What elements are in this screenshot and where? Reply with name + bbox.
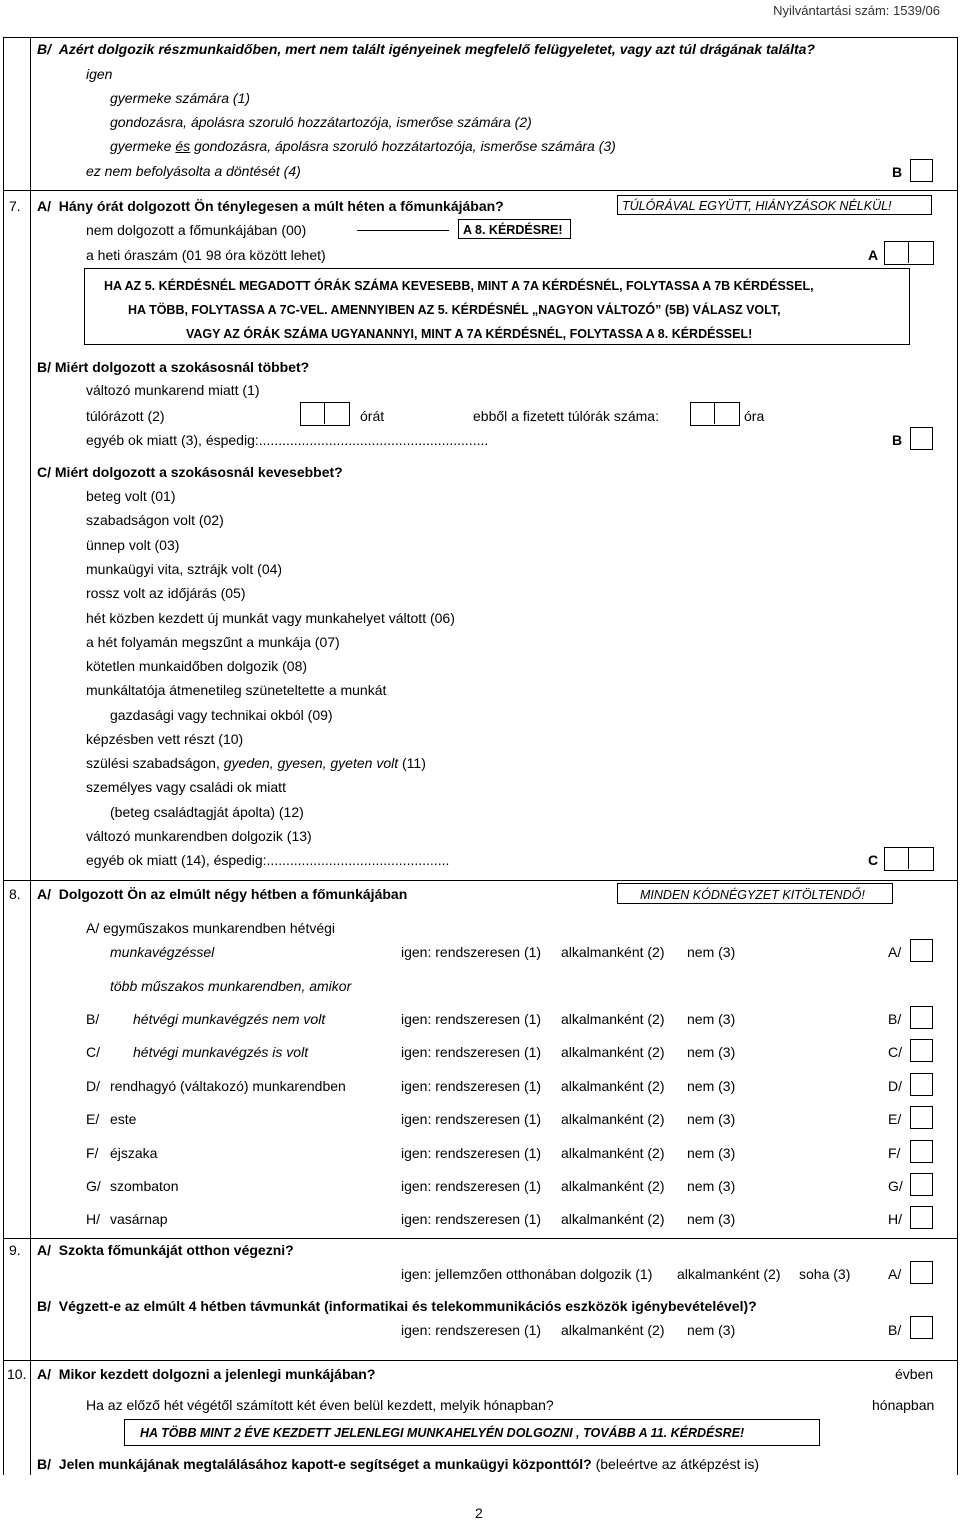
q6b-question-row [37,41,815,57]
q8-row-h-ans3[interactable]: nem (3) [687,1211,736,1227]
q7a-goto: A 8. KÉRDÉSRE! [463,223,563,237]
q8-row-d-ans3[interactable]: nem (3) [687,1078,736,1094]
q8-row-g-label: szombaton [110,1178,179,1194]
q7b-paid-label: ebből a fizetett túlórák száma: [473,408,659,424]
q7a-prefix: A/ [37,198,51,214]
q8-row-e-ans1[interactable]: igen: rendszeresen (1) [401,1111,542,1127]
q7b-code-box[interactable] [910,427,933,450]
q8-row-e-ans3[interactable]: nem (3) [687,1111,736,1127]
q8-row-e-ans2[interactable]: alkalmanként (2) [561,1111,665,1127]
q8-row-f-ans3[interactable]: nem (3) [687,1145,736,1161]
q10a-month-label: hónapban [872,1397,935,1413]
q8-row-c-code: C/ [888,1044,902,1060]
q7b-option-2[interactable]: túlórázott (2) [86,408,165,424]
sep-q9 [3,1238,958,1239]
q8-row-c-ans3[interactable]: nem (3) [687,1044,736,1060]
q7c-option-10[interactable]: képzésben vett részt (10) [86,731,244,747]
q8-row-h-prefix: H/ [86,1211,100,1227]
q10a-question: Mikor kezdett dolgozni a jelenlegi munkájában? [58,1366,376,1382]
q7c-option-09-line2[interactable]: gazdasági vagy technikai okból (09) [110,707,333,723]
q10a-prefix: A/ [37,1366,51,1382]
q8-row-f-ans2[interactable]: alkalmanként (2) [561,1145,665,1161]
q6b-option-2[interactable]: gondozásra, ápolásra szoruló hozzátartozója, ismerőse számára (2) [110,114,532,130]
frame-numcol [30,37,31,1475]
q10-instruction: HA TÖBB MINT 2 ÉVE KEZDETT JELENLEGI MUNKAHELYÉN DOLGOZNI , TOVÁBB A 11. KÉRDÉSRE! [140,1426,745,1440]
q7c-option-03[interactable]: ünnep volt (03) [86,537,180,553]
q9b-ans3[interactable]: nem (3) [687,1322,736,1338]
q7c-option-13[interactable]: változó munkarendben dolgozik (13) [86,828,312,844]
q7c-option-09-line1[interactable]: munkáltatója átmenetileg szüneteltette a munkát [86,682,387,698]
q8-row-a-ans2[interactable]: alkalmanként (2) [561,944,665,960]
q8-row-e-prefix: E/ [86,1111,100,1127]
q8-row-c-prefix: C/ [86,1044,100,1060]
q6b-option-3[interactable] [110,138,616,154]
q7b-option-1[interactable]: változó munkarend miatt (1) [86,382,260,398]
q7c-option-05[interactable]: rossz volt az időjárás (05) [86,585,246,601]
q8-row-f-box[interactable] [910,1140,933,1163]
q7-instruction-line-1: HA AZ 5. KÉRDÉSNÉL MEGADOTT ÓRÁK SZÁMA KEVESEBB, MINT A 7A KÉRDÉSNÉL, FOLYTASSA A 7B KÉRDÉSSEL, [104,279,814,293]
q8-row-d-code: D/ [888,1078,902,1094]
q7-number: 7. [9,198,21,214]
q9b-code: B/ [888,1322,902,1338]
q7a-option-none[interactable]: nem dolgozott a főmunkájában (00) [86,222,307,238]
q8-prefix: A/ [37,886,51,902]
q7-instruction-line-2: HA TÖBB, FOLYTASSA A 7C-VEL. AMENNYIBEN AZ 5. KÉRDÉSNÉL „NAGYON VÁLTOZÓ” (5B) VÁLASZ VOLT, [128,303,781,317]
q8-a-label-line1: A/ egyműszakos munkarendben hétvégi [86,920,336,936]
page-number: 2 [475,1505,483,1521]
frame-right [957,37,958,1475]
q9b-ans1[interactable]: igen: rendszeresen (1) [401,1322,542,1338]
q9-number: 9. [9,1242,21,1258]
q8-row-a-ans1[interactable]: igen: rendszeresen (1) [401,944,542,960]
q8-row-b-prefix: B/ [86,1011,100,1027]
q7c-option-14[interactable]: egyéb ok miatt (14), éspedig:............................................... [86,852,450,868]
q9b-box[interactable] [910,1316,933,1339]
q8-row-d-label: rendhagyó (váltakozó) munkarendben [110,1078,346,1094]
q7b-hours-divider [324,403,325,424]
q10b-note: (beleértve az átképzést is) [595,1456,759,1472]
q9a-box[interactable] [910,1261,933,1284]
q8-number: 8. [9,886,21,902]
q8-row-c-box[interactable] [910,1039,933,1062]
q6b-code-letter: B [892,164,903,180]
q6b-option-4[interactable]: ez nem befolyásolta a döntését (4) [86,163,301,179]
q8-row-g-box[interactable] [910,1173,933,1196]
q7c-option-02[interactable]: szabadságon volt (02) [86,512,224,528]
q7c-option-11-a: szülési szabadságon, [86,755,224,771]
q10a-year-label: évben [895,1366,934,1382]
q8-row-a-ans3[interactable]: nem (3) [687,944,736,960]
q8-row-e-label: este [110,1111,137,1127]
q8-row-d-box[interactable] [910,1073,933,1096]
q8-multi-intro: több műszakos munkarendben, amikor [110,978,352,994]
q9a-ans1[interactable]: igen: jellemzően otthonában dolgozik (1) [401,1266,653,1282]
q7c-code-letter: C [868,852,879,868]
q8-question-row [37,886,407,902]
q7a-code-divider [908,242,909,263]
q7c-option-11-b: gyeden, gyesen, gyeten volt [223,755,399,771]
q8-row-f-label: éjszaka [110,1145,158,1161]
q7b-paid-box[interactable] [690,402,740,426]
q10a-question-row [37,1366,375,1382]
q7a-note: TÚLÓRÁVAL EGYÜTT, HIÁNYZÁSOK NÉLKÜL! [622,199,892,213]
registration-number: Nyilvántartási szám: 1539/06 [773,3,940,18]
q9b-question-row [37,1298,757,1314]
q8-row-e-box[interactable] [910,1106,933,1129]
q8-row-g-ans1[interactable]: igen: rendszeresen (1) [401,1178,542,1194]
q7c-option-08[interactable]: kötetlen munkaidőben dolgozik (08) [86,658,308,674]
q8-row-h-ans2[interactable]: alkalmanként (2) [561,1211,665,1227]
q7b-ora-label: óra [744,408,765,424]
sep-q10 [3,1360,958,1361]
q8-row-f-prefix: F/ [86,1145,99,1161]
q10b-question-row [37,1456,759,1472]
q9a-question-row [37,1242,294,1258]
q7b-paid-divider [714,403,715,424]
q7c-option-01[interactable]: beteg volt (01) [86,488,176,504]
q10a-sub-question: Ha az előző hét végétől számított két éven belül kezdett, melyik hónapban? [86,1397,554,1413]
q8-a-label-line2: munkavégzéssel [110,944,215,960]
q7-instruction-line-3: VAGY AZ ÓRÁK SZÁMA UGYANANNYI, MINT A 7A KÉRDÉSNÉL, FOLYTASSA A 8. KÉRDÉSSEL! [186,327,753,341]
sep-q8 [3,880,958,881]
q7a-code-box[interactable] [884,241,934,265]
q8-row-c-label: hétvégi munkavégzés is volt [133,1044,309,1060]
q7c-option-06[interactable]: hét közben kezdett új munkát vagy munkahelyet váltott (06) [86,610,455,626]
q9a-ans2[interactable]: alkalmanként (2) [677,1266,781,1282]
q8-row-h-code: H/ [888,1211,902,1227]
q7a-option-hours[interactable]: a heti óraszám (01 98 óra között lehet) [86,247,326,263]
q7c-code-box[interactable] [884,847,934,871]
q8-row-d-ans1[interactable]: igen: rendszeresen (1) [401,1078,542,1094]
q6b-option-3-a: gyermeke [110,138,172,154]
q7c-option-11[interactable] [86,755,426,771]
q9b-prefix: B/ [37,1298,51,1314]
q8-row-g-ans2[interactable]: alkalmanként (2) [561,1178,665,1194]
q8-question: Dolgozott Ön az elmúlt négy hétben a főmunkájában [58,886,408,902]
q6b-option-1[interactable]: gyermeke számára (1) [110,90,251,106]
q10b-prefix: B/ [37,1456,51,1472]
q7c-question: C/ Miért dolgozott a szokásosnál kevesebbet? [37,464,343,480]
q7a-code-letter: A [868,247,879,263]
q6b-question: Azért dolgozik részmunkaidőben, mert nem talált igényeinek megfelelő felügyeletet, vagy azt túl drágának találta? [58,41,815,57]
q8-row-c-ans1[interactable]: igen: rendszeresen (1) [401,1044,542,1060]
q6b-yes: igen [86,66,113,82]
frame-left [3,37,4,1475]
q8-row-g-code: G/ [888,1178,903,1194]
q8-row-b-box[interactable] [910,1006,933,1029]
q9b-question: Végzett-e az elmúlt 4 hétben távmunkát (informatikai és telekommunikációs eszközök igénybevételével)? [58,1298,757,1314]
q8-row-b-ans1[interactable]: igen: rendszeresen (1) [401,1011,542,1027]
q10b-question: Jelen munkájának megtalálásához kapott-e segítséget a munkaügyi központtól? [58,1456,592,1472]
q8-row-b-ans2[interactable]: alkalmanként (2) [561,1011,665,1027]
q9a-question: Szokta főmunkáját otthon végezni? [58,1242,294,1258]
q6b-prefix: B/ [37,41,51,57]
q7b-hours-box[interactable] [300,402,350,426]
q8-row-a-box[interactable] [910,939,933,962]
q8-row-e-code: E/ [888,1111,902,1127]
q7c-option-12-line2[interactable]: (beteg családtagját ápolta) (12) [110,804,304,820]
q7c-code-divider [908,848,909,869]
q7b-option-3[interactable]: egyéb ok miatt (3), éspedig:........................................................... [86,432,489,448]
frame-top [3,37,958,38]
q10-number: 10. [7,1366,27,1382]
q8-row-h-box[interactable] [910,1206,933,1229]
q8-row-c-ans2[interactable]: alkalmanként (2) [561,1044,665,1060]
q8-row-b-code: B/ [888,1011,902,1027]
q8-row-h-ans1[interactable]: igen: rendszeresen (1) [401,1211,542,1227]
q7b-code-letter: B [892,432,903,448]
q7a-question: Hány órát dolgozott Ön ténylegesen a múlt héten a főmunkájában? [58,198,504,214]
q7c-option-12-line1[interactable]: személyes vagy családi ok miatt [86,779,286,795]
q6b-option-3-and: és [175,138,191,154]
q8-row-f-ans1[interactable]: igen: rendszeresen (1) [401,1145,542,1161]
q8-row-g-ans3[interactable]: nem (3) [687,1178,736,1194]
q9a-prefix: A/ [37,1242,51,1258]
q8-note: MINDEN KÓDNÉGYZET KITÖLTENDŐ! [640,888,865,902]
q8-row-d-prefix: D/ [86,1078,100,1094]
q7b-question: B/ Miért dolgozott a szokásosnál többet? [37,359,310,375]
q7a-arrow-line [357,230,449,231]
q7c-option-07[interactable]: a hét folyamán megszűnt a munkája (07) [86,634,340,650]
q8-row-g-prefix: G/ [86,1178,101,1194]
q9a-ans3[interactable]: soha (3) [799,1266,851,1282]
q8-row-a-code: A/ [888,944,902,960]
q9b-ans2[interactable]: alkalmanként (2) [561,1322,665,1338]
q7a-question-row [37,198,504,214]
q6b-option-3-b: gondozásra, ápolásra szoruló hozzátartozója, ismerőse számára (3) [194,138,616,154]
q9a-code: A/ [888,1266,902,1282]
q8-row-h-label: vasárnap [110,1211,168,1227]
q8-row-b-ans3[interactable]: nem (3) [687,1011,736,1027]
q6b-code-box[interactable] [910,159,933,182]
q7c-option-04[interactable]: munkaügyi vita, sztrájk volt (04) [86,561,283,577]
q8-row-f-code: F/ [888,1145,901,1161]
sep-q7 [3,190,958,191]
q8-row-b-label: hétvégi munkavégzés nem volt [133,1011,326,1027]
q8-row-d-ans2[interactable]: alkalmanként (2) [561,1078,665,1094]
q7b-hours-label: órát [360,408,385,424]
q7c-option-11-c: (11) [398,755,426,771]
